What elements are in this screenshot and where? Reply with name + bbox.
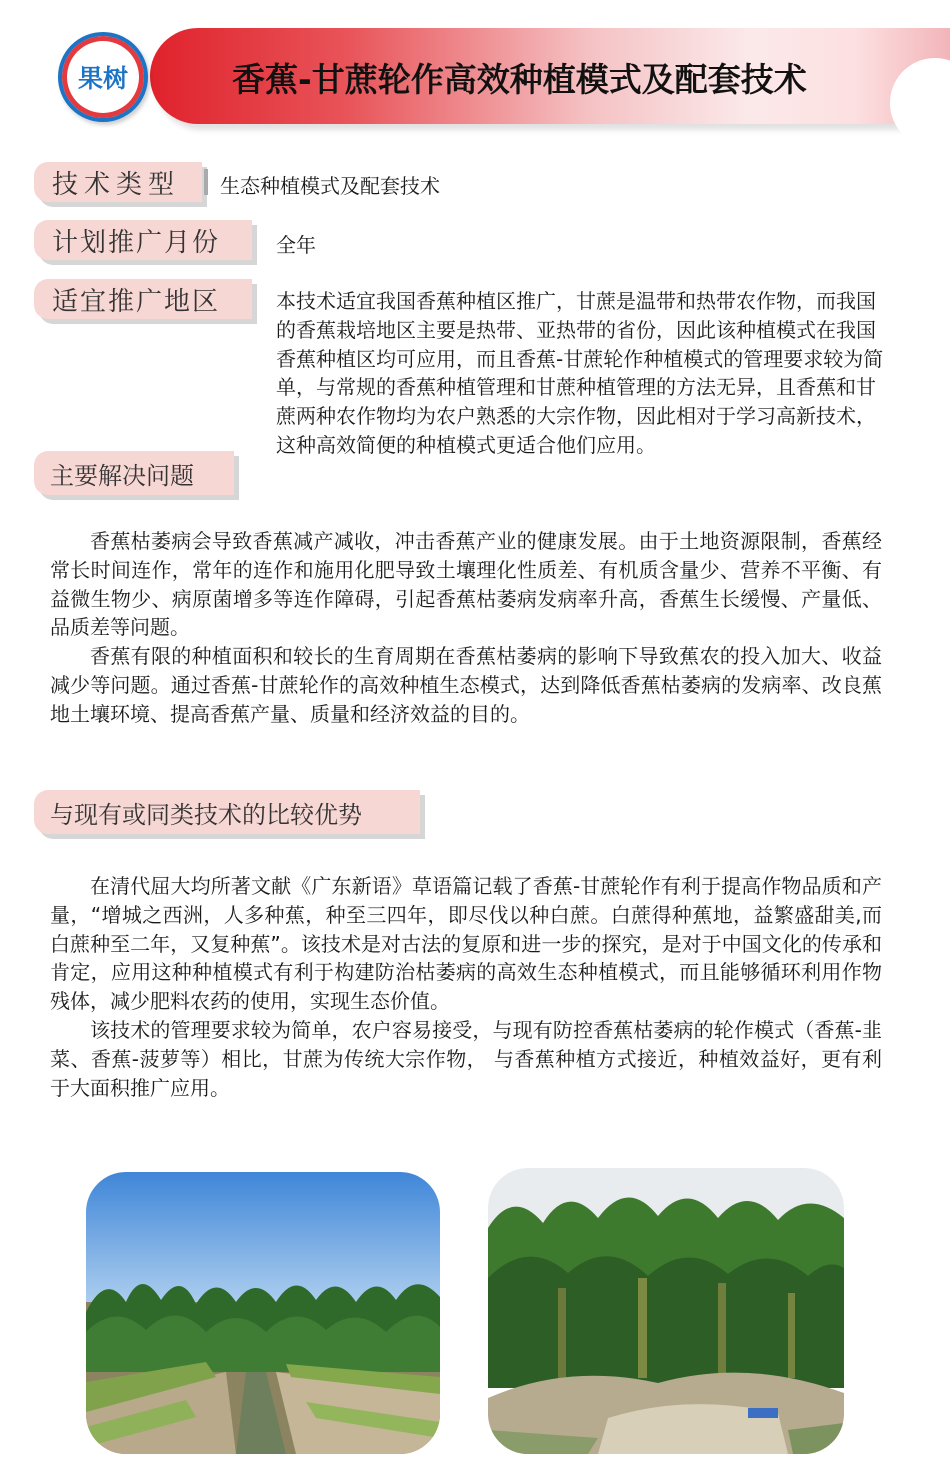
- advantages-heading: 与现有或同类技术的比较优势: [50, 800, 362, 829]
- problems-heading-tag: [34, 451, 234, 495]
- problems-section: [50, 527, 882, 729]
- advantages-heading-tag: [34, 790, 420, 834]
- category-badge: [58, 32, 148, 122]
- tag-divider: [204, 169, 208, 195]
- advantages-paragraph: 在清代屈大均所著文献《广东新语》草语篇记载了香蕉-甘蔗轮作有利于提高作物品质和产量，“增城之西洲，人多种蕉，种至三四年，即尽伐以种白蔗。白蔗得种蕉地，益繁盛甜美,而白蔗种至二年，又复种蕉”。该技术是对古法的复原和进一步的探究，是对于中国文化的传承和肯定，应用这种种植模式有利于构建防治枯萎病的高效生态种植模式，而且能够循环利用作物残体，减少肥料农药的使用，实现生态价值。: [50, 874, 882, 1014]
- tech-type-tag: [34, 162, 202, 202]
- banner-decoration: [890, 58, 950, 148]
- banana-sugarcane-field-image: [86, 1172, 440, 1454]
- month-label: 计划推广月份: [52, 227, 221, 258]
- page-title: 香蕉-甘蔗轮作高效种植模式及配套技术: [232, 60, 807, 99]
- tech-type-label: 技术类型: [52, 169, 181, 200]
- month-tag: [34, 220, 252, 260]
- region-tag: [34, 279, 252, 319]
- advantages-section: [50, 872, 882, 1102]
- problems-paragraph: 香蕉枯萎病会导致香蕉减产减收，冲击香蕉产业的健康发展。由于土地资源限制，香蕉经常长时间连作，常年的连作和施用化肥导致土壤理化性质差、有机质含量少、营养不平衡、有益微生物少、病原菌增多等连作障碍，引起香蕉枯萎病发病率升高，香蕉生长缓慢、产量低、品质差等问题。: [50, 529, 882, 640]
- region-label: 适宜推广地区: [52, 286, 221, 317]
- problems-paragraph: 香蕉有限的种植面积和较长的生育周期在香蕉枯萎病的影响下导致蕉农的投入加大、收益减少等问题。通过香蕉-甘蔗轮作的高效种植生态模式，达到降低香蕉枯萎病的发病率、改良蕉地土壤环境、提高香蕉产量、质量和经济效益的目的。: [50, 644, 882, 726]
- banana-bed-field-image: [488, 1168, 844, 1454]
- region-description: 本技术适宜我国香蕉种植区推广，甘蔗是温带和热带农作物，而我国的香蕉栽培地区主要是热带、亚热带的省份，因此该种植模式在我国香蕉种植区均可应用，而且香蕉-甘蔗轮作种植模式的管理要求较为简单，与常规的香蕉种植管理和甘蔗种植管理的方法无异，且香蕉和甘蔗两种农作物均为农户熟悉的大宗作物，因此相对于学习高新技术，这种高效简便的种植模式更适合他们应用。: [276, 289, 884, 457]
- tech-type-value: 生态种植模式及配套技术: [220, 174, 440, 198]
- advantages-paragraph: 该技术的管理要求较为简单，农户容易接受，与现有防控香蕉枯萎病的轮作模式（香蕉-韭菜、香蕉-菠萝等）相比，甘蔗为传统大宗作物， 与香蕉种植方式接近，种植效益好，更有利于大面积推广应用。: [50, 1017, 882, 1100]
- field-photo-right: [488, 1168, 844, 1454]
- problems-heading: 主要解决问题: [50, 461, 194, 490]
- category-label: 果树: [77, 64, 128, 93]
- month-value: 全年: [276, 233, 316, 257]
- field-photo-left: [86, 1172, 440, 1454]
